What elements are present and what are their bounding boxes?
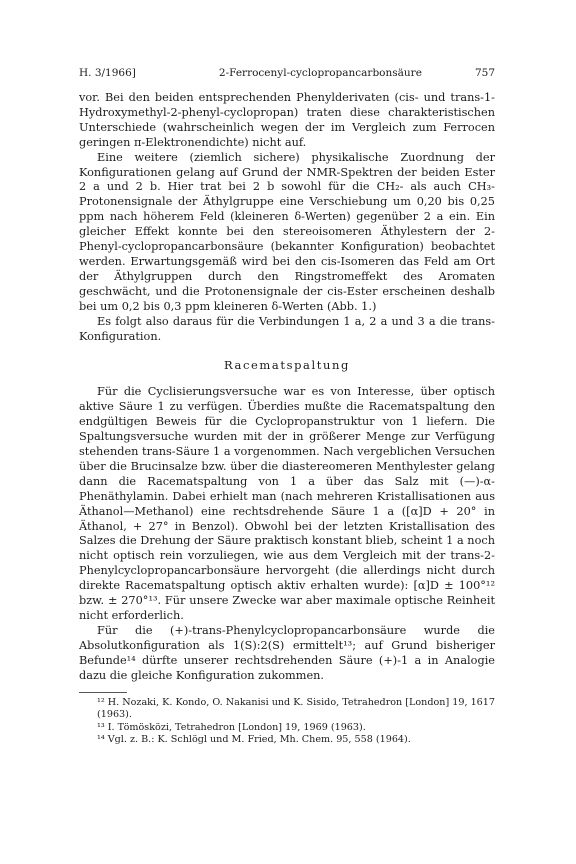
- running-header: [79, 66, 495, 80]
- journal-page: [79, 66, 495, 747]
- footnotes: [79, 697, 495, 747]
- paragraph-continuation: vor. Bei den beiden entsprechenden Phenylderivaten (cis- und trans-1-Hydroxymethyl-2-phenyl-cyclopropan) traten diese charakteristischen Unterschiede (wahrscheinlich wegen der im Vergleich zum Ferrocen geringen π-Elektronendichte) nicht auf.: [79, 91, 495, 149]
- footnote-divider: [79, 692, 127, 693]
- paragraph-conclusion: Es folgt also daraus für die Verbindungen 1 a, 2 a und 3 a die trans-Konfiguration.: [79, 314, 495, 343]
- footnote-13: ¹³ I. Tömösközi, Tetrahedron [London] 19, 1969 (1963).: [97, 721, 366, 733]
- page-number: 757: [474, 67, 495, 79]
- paragraph-nmr-assignment: Eine weitere (ziemlich sichere) physikalische Zuordnung der Konfigurationen gelang auf Grund der NMR-Spektren der beiden Ester 2 a und 2 b. Hier trat bei 2 b sowohl für die CH₂- als auch CH₃-Protonensignale der Äthylgruppe eine Verschiebung um 0,20 bis 0,25 ppm nach höherem Feld (kleineren δ-Werten) gegenüber 2 a ein. Ein gleicher Effekt konnte bei den stereoisomeren Äthylestern der 2-Phenyl-cyclopropancarbonsäure (bekannter Konfiguration) beobachtet werden. Erwartungsgemäß wird bei den cis-Isomeren das Feld am Ort der Äthylgruppen durch den Ringstromeffekt des Aromaten geschwächt, und die Protonensignale der cis-Ester erscheinen deshalb bei um 0,2 bis 0,3 ppm kleineren δ-Werten (Abb. 1.): [79, 150, 495, 313]
- header-journal-ref: H. 3/1966]: [79, 67, 136, 79]
- footnote-12: ¹² H. Nozaki, K. Kondo, O. Nakanisi und K. Sisido, Tetrahedron [London] 19, 1617 (1963).: [97, 696, 495, 721]
- paragraph-absolute-configuration: Für die (+)-trans-Phenylcyclopropancarbonsäure wurde die Absolutkonfiguration als 1(S):2(S) ermittelt¹³; auf Grund bisheriger Befunde¹⁴ dürfte unserer rechtsdrehenden Säure (+)-1 a in Analogie dazu die gleiche Konfiguration zukommen.: [79, 623, 495, 682]
- header-title: 2-Ferrocenyl-cyclopropancarbonsäure: [218, 67, 422, 79]
- footnote-14: ¹⁴ Vgl. z. B.: K. Schlögl und M. Fried, Mh. Chem. 95, 558 (1964).: [97, 734, 411, 746]
- paragraph-racemate-resolution: Für die Cyclisierungsversuche war es von Interesse, über optisch aktive Säure 1 zu verfügen. Überdies mußte die Racematspaltung den endgültigen Beweis für die Cyclopropanstruktur von 1 liefern. Die Spaltungsversuche wurden mit der in größerer Menge zur Verfügung stehenden trans-Säure 1 a vorgenommen. Nach vergeblichen Versuchen über die Brucinsalze bzw. über die diastereomeren Menthylester gelang dann die Racematspaltung von 1 a über das Salz mit (—)-α-Phenäthylamin. Dabei erhielt man (nach mehreren Kristallisationen aus Äthanol—Methanol) eine rechtsdrehende Säure 1 a ([α]D + 20° in Äthanol, + 27° in Benzol). Obwohl bei der letzten Kristallisation des Salzes die Drehung der Säure praktisch konstant blieb, scheint 1 a noch nicht optisch rein vorzuliegen, wie aus dem Vergleich mit der trans-2-Phenylcyclopropancarbonsäure hervorgeht (die allerdings nicht durch direkte Racematspaltung optisch aktiv erhalten wurde): [α]D ± 100°¹² bzw. ± 270°¹³. Für unsere Zwecke war aber maximale optische Reinheit nicht erforderlich.: [79, 385, 495, 622]
- section-heading: Racematspaltung: [223, 358, 350, 373]
